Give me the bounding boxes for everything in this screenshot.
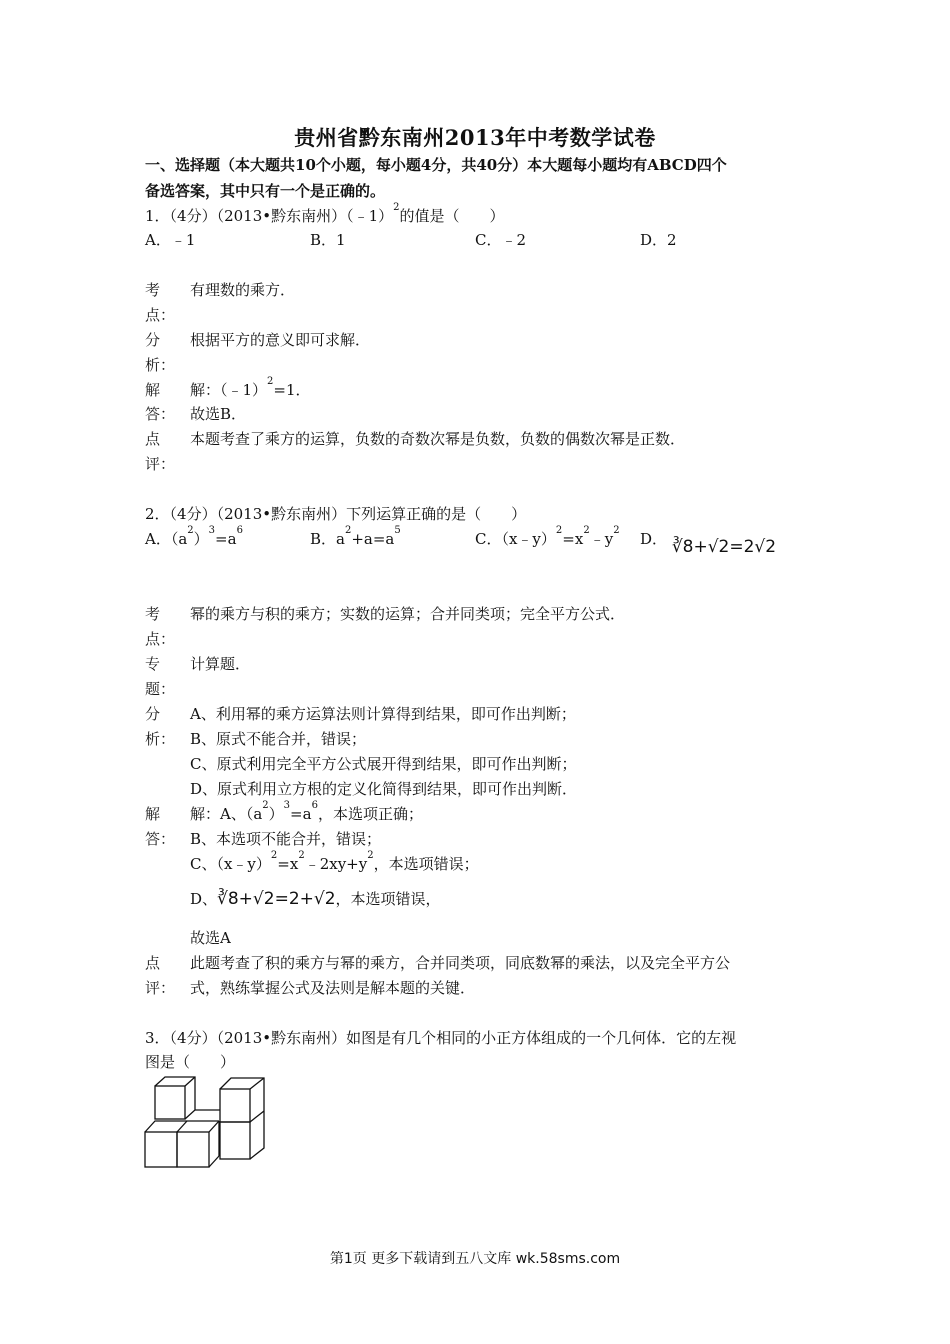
section-heading-line2: 备选答案，其中只有一个是正确的。 xyxy=(145,182,386,200)
q2-jieda-c-exp3: 2 xyxy=(367,850,374,861)
q1-label-dian: 点： xyxy=(145,306,176,324)
cube-bottom-right-edge xyxy=(209,1121,219,1132)
q2-jieda-c-mid2: ﹣2xy+y xyxy=(304,855,368,873)
q2-label-dian: 点： xyxy=(145,630,176,648)
cube-bottom-mid-edge xyxy=(177,1121,187,1132)
q2-option-c-exp1: 2 xyxy=(555,525,563,536)
q1-fenxi: 根据平方的意义即可求解． xyxy=(190,331,371,349)
q1-label-jie: 解 xyxy=(145,381,161,399)
q2-jieda-line3 xyxy=(190,850,479,874)
q2-jieda-line1 xyxy=(190,800,423,824)
q2-option-a-exp1: 2 xyxy=(187,525,194,536)
cube-figure xyxy=(140,1074,275,1172)
q2-label-kao: 考 xyxy=(145,605,161,623)
q2-zhuanti: 计算题． xyxy=(190,655,251,673)
q1-stem-exponent: 2 xyxy=(393,202,400,213)
q2-label-fen: 分 xyxy=(145,705,161,723)
q1-jieda-text: 解：（﹣1） xyxy=(190,381,268,399)
q1-option-c: C．﹣2 xyxy=(475,231,527,249)
q1-stem-text: 1．（4分）（2013•黔东南州）（﹣1） xyxy=(145,207,394,225)
q2-option-c xyxy=(475,525,620,549)
cube-top-left-front xyxy=(155,1086,185,1119)
q2-label-jie: 解 xyxy=(145,805,161,823)
q2-dianping-line2: 式，熟练掌握公式及法则是解本题的关键． xyxy=(190,979,476,997)
q2-kaodian: 幂的乘方与积的乘方；实数的运算；合并同类项；完全平方公式． xyxy=(190,605,626,623)
q2-jieda-d-text: D、 xyxy=(190,890,218,908)
q2-jieda-a-exp2: 3 xyxy=(283,800,291,811)
cube-bottom-1-front xyxy=(145,1132,177,1167)
q2-jieda-a-mid2: =a xyxy=(290,805,312,823)
q2-option-c-post: ﹣y xyxy=(589,530,614,548)
q2-option-c-exp3: 2 xyxy=(613,525,620,536)
q1-jieda-exponent: 2 xyxy=(267,376,274,387)
q2-jieda-a-post: ，本选项正确； xyxy=(317,805,423,823)
q2-option-b-text: B．a xyxy=(310,530,345,548)
q1-label-ping: 评： xyxy=(145,455,176,473)
q1-jieda-line1 xyxy=(190,376,311,400)
q1-stem-tail: 的值是（ ） xyxy=(399,207,505,225)
q2-option-a-exp2: 3 xyxy=(208,525,216,536)
cube-right-back xyxy=(220,1078,264,1159)
section-heading-line1: 一、选择题（本大题共10个小题，每小题4分，共40分）本大题每小题均有ABCD四个 xyxy=(145,156,727,174)
q2-stem: 2．（4分）（2013•黔东南州）下列运算正确的是（ ） xyxy=(145,505,527,523)
q1-jieda-tail: =1． xyxy=(273,381,311,399)
q1-stem xyxy=(145,202,505,226)
q2-jieda-a-text: 解：A、（a xyxy=(190,805,263,823)
q1-label-fen: 分 xyxy=(145,331,161,349)
q2-option-b-exp1: 2 xyxy=(344,525,352,536)
cube-bottom-corner-edge xyxy=(209,1156,219,1167)
q3-stem-line1: 3．（4分）（2013•黔东南州）如图是有几个相同的小正方体组成的一个几何体．它的左视 xyxy=(145,1029,737,1047)
q2-jieda-c-exp1: 2 xyxy=(270,850,278,861)
q2-jieda-c-text: C、（x﹣y） xyxy=(190,855,271,873)
q2-option-c-exp2: 2 xyxy=(583,525,590,536)
q2-option-d-label: D． xyxy=(640,530,668,548)
q2-fenxi-line2: B、原式不能合并，错误； xyxy=(190,730,367,748)
q2-option-b xyxy=(310,525,401,549)
q2-option-a-text: A．（a xyxy=(145,530,188,548)
q2-jieda-a-mid: ） xyxy=(268,805,284,823)
q1-dianping: 本题考查了乘方的运算，负数的奇数次幂是负数，负数的偶数次幂是正数． xyxy=(190,430,686,448)
q2-jieda-line2: B、本选项不能合并，错误； xyxy=(190,830,382,848)
q2-option-a-post: =a xyxy=(215,530,237,548)
q2-option-a-mid: ） xyxy=(193,530,209,548)
q2-option-b-exp2: 5 xyxy=(394,525,401,536)
q2-jieda-c-mid: =x xyxy=(277,855,299,873)
q2-label-ping: 评： xyxy=(145,979,176,997)
q1-label-da: 答： xyxy=(145,405,176,423)
cube-top-left-back xyxy=(155,1077,195,1119)
q2-jieda-d-post: ，本选项错误， xyxy=(335,890,441,908)
q2-label-zhuan: 专 xyxy=(145,655,161,673)
q1-option-a: A．﹣1 xyxy=(145,231,196,249)
q2-option-d xyxy=(640,528,777,557)
cube-right-top-front xyxy=(220,1089,250,1122)
q2-fenxi-line4: D、原式利用立方根的定义化简得到结果，即可作出判断． xyxy=(190,780,578,798)
q1-option-b: B．1 xyxy=(310,231,346,249)
q2-fenxi-line3: C、原式利用完全平方公式展开得到结果，即可作出判断； xyxy=(190,755,577,773)
q2-option-a-exp3: 6 xyxy=(236,525,243,536)
cube-right-top-edge xyxy=(250,1078,264,1089)
q2-option-d-expression: ∛8+√2=2√2 xyxy=(671,537,777,557)
q2-jieda-c-post: ，本选项错误； xyxy=(373,855,479,873)
cube-right-mid-edge xyxy=(250,1111,264,1122)
cube-top-left-edge xyxy=(185,1077,195,1086)
q2-jieda-d-expression: ∛8+√2=2+√2 xyxy=(217,889,336,909)
q2-jieda-c-exp2: 2 xyxy=(298,850,305,861)
q2-option-c-mid: =x xyxy=(562,530,584,548)
page-title: 贵州省黔东南州2013年中考数学试卷 xyxy=(294,125,656,150)
q2-option-c-text: C．（x﹣y） xyxy=(475,530,556,548)
q2-option-a xyxy=(145,525,243,549)
cube-right-bottom-front xyxy=(220,1122,250,1159)
q1-label-dian2: 点 xyxy=(145,430,161,448)
cube-bottom-2-front xyxy=(177,1132,209,1167)
q1-jieda-line2: 故选B． xyxy=(190,405,247,423)
q1-label-xi: 析： xyxy=(145,356,176,374)
q2-label-xi: 析： xyxy=(145,730,176,748)
q2-jieda-line5: 故选A xyxy=(190,929,231,947)
q2-label-ti: 题： xyxy=(145,680,176,698)
q1-label-kao: 考 xyxy=(145,281,161,299)
q2-dianping-line1: 此题考查了积的乘方与幂的乘方，合并同类项，同底数幂的乘法，以及完全平方公 xyxy=(190,954,731,972)
q1-option-d: D．2 xyxy=(640,231,677,249)
q2-jieda-a-exp3: 6 xyxy=(311,800,318,811)
q2-label-da: 答： xyxy=(145,830,176,848)
q2-label-dian2: 点 xyxy=(145,954,161,972)
q2-jieda-a-exp1: 2 xyxy=(262,800,269,811)
page-footer: 第1页 更多下载请到五八文库 wk.58sms.com xyxy=(329,1251,621,1267)
q2-option-b-post: +a=a xyxy=(351,530,395,548)
q2-fenxi-line1: A、利用幂的乘方运算法则计算得到结果，即可作出判断； xyxy=(190,705,576,723)
q1-kaodian: 有理数的乘方． xyxy=(190,281,296,299)
q2-jieda-line4 xyxy=(190,888,441,909)
q3-stem-line2: 图是（ ） xyxy=(145,1053,236,1071)
